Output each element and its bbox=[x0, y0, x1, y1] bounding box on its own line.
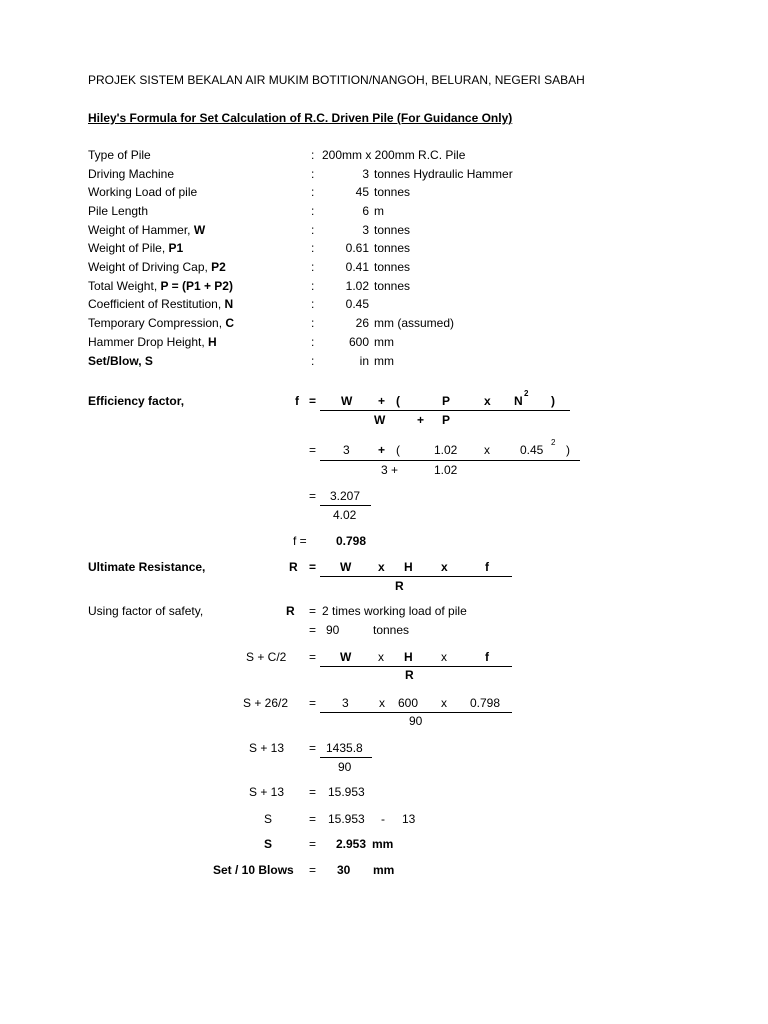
step-lhs: S bbox=[264, 837, 273, 851]
efficiency-label: Efficiency factor, bbox=[88, 394, 185, 408]
formula-term: + bbox=[378, 394, 386, 408]
param-symbol: P = (P1 + P2) bbox=[160, 279, 233, 293]
formula-term: R bbox=[405, 668, 414, 682]
safety-text: 2 times working load of pile bbox=[322, 604, 467, 618]
param-label: Set/Blow, S bbox=[88, 354, 153, 368]
fraction-bar bbox=[320, 757, 372, 758]
formula-term: 15.953 bbox=[328, 812, 365, 826]
param-row-temporary-compression bbox=[0, 315, 768, 331]
safety-value: 90 bbox=[326, 623, 340, 637]
formula-term: 1435.8 bbox=[326, 741, 363, 755]
formula-term: x bbox=[378, 560, 385, 574]
param-label: Pile Length bbox=[88, 204, 149, 218]
param-row-working-load bbox=[0, 184, 768, 200]
param-separator: : bbox=[311, 241, 315, 255]
param-value: 0.41 bbox=[345, 260, 369, 274]
param-label: Hammer Drop Height, H bbox=[88, 335, 217, 349]
param-separator: : bbox=[311, 260, 315, 274]
param-separator: : bbox=[311, 354, 315, 368]
formula-term: + bbox=[378, 443, 386, 457]
param-separator: : bbox=[311, 185, 315, 199]
fraction-bar bbox=[320, 576, 512, 577]
step-lhs: S + C/2 bbox=[246, 650, 287, 664]
param-unit: mm bbox=[374, 335, 394, 349]
param-value: 600 bbox=[348, 335, 369, 349]
param-label: Weight of Driving Cap, P2 bbox=[88, 260, 226, 274]
param-value: in bbox=[359, 354, 369, 368]
param-symbol: P1 bbox=[168, 241, 184, 255]
param-value: 6 bbox=[362, 204, 369, 218]
equals-sign: = bbox=[309, 863, 317, 877]
formula-term: 90 bbox=[338, 760, 352, 774]
ultimate-resistance-label: Ultimate Resistance, bbox=[88, 560, 206, 574]
formula-term: W bbox=[341, 394, 353, 408]
ultimate-resistance-lhs: R bbox=[289, 560, 298, 574]
param-row-restitution bbox=[0, 296, 768, 312]
fraction-bar bbox=[320, 666, 512, 667]
param-row-drop-height bbox=[0, 334, 768, 350]
equals-sign: = bbox=[309, 650, 317, 664]
equals-sign: = bbox=[309, 837, 317, 851]
fraction-bar bbox=[320, 505, 371, 506]
step-lhs: S + 13 bbox=[249, 785, 285, 799]
formula-term: x bbox=[484, 394, 491, 408]
fraction-bar bbox=[320, 410, 570, 411]
param-unit: tonnes bbox=[374, 260, 411, 274]
formula-term: x bbox=[378, 650, 384, 664]
step-lhs: S bbox=[264, 812, 273, 826]
param-value: 200mm x 200mm R.C. Pile bbox=[322, 148, 466, 162]
param-unit: tonnes bbox=[374, 279, 411, 293]
param-label: Weight of Hammer, W bbox=[88, 222, 206, 237]
param-label: Working Load of pile bbox=[88, 185, 198, 199]
formula-term: f bbox=[485, 650, 489, 664]
param-unit: tonnes bbox=[374, 222, 411, 237]
param-symbol: C bbox=[225, 316, 235, 330]
param-row-hammer-weight bbox=[0, 222, 768, 238]
formula-term: P bbox=[442, 413, 451, 427]
param-unit: tonnes bbox=[374, 185, 411, 199]
param-value: 1.02 bbox=[345, 279, 369, 293]
equals-sign: = bbox=[309, 604, 317, 618]
formula-term: x bbox=[441, 560, 448, 574]
param-separator: : bbox=[311, 335, 315, 349]
formula-term: + bbox=[417, 413, 425, 427]
equals-sign: = bbox=[309, 812, 317, 826]
formula-term: 1.02 bbox=[434, 443, 458, 457]
formula-term: ) bbox=[551, 394, 555, 408]
formula-term: - bbox=[381, 812, 385, 826]
formula-term: N bbox=[514, 394, 523, 408]
param-separator: : bbox=[311, 297, 315, 311]
formula-term: W bbox=[340, 650, 352, 664]
param-separator: : bbox=[311, 279, 315, 293]
param-value: 26 bbox=[355, 316, 369, 330]
formula-exponent: 2 bbox=[551, 438, 556, 447]
param-label: Total Weight, P = (P1 + P2) bbox=[88, 279, 233, 293]
formula-term: 0.798 bbox=[470, 696, 501, 710]
efficiency-result: 0.798 bbox=[336, 534, 367, 548]
formula-term: x bbox=[484, 443, 490, 457]
formula-term: 90 bbox=[409, 714, 423, 728]
efficiency-lhs: f bbox=[295, 394, 299, 408]
formula-term: P bbox=[442, 394, 451, 408]
param-separator: : bbox=[311, 148, 315, 162]
param-separator: : bbox=[311, 204, 315, 218]
param-row-driving-machine bbox=[0, 166, 768, 182]
param-symbol: W bbox=[193, 222, 206, 237]
param-row-pile-length bbox=[0, 203, 768, 219]
param-separator: : bbox=[311, 166, 315, 181]
param-symbol: N bbox=[224, 297, 234, 311]
param-value: 3 bbox=[362, 166, 369, 181]
formula-term: 1.02 bbox=[434, 463, 458, 477]
param-unit: mm bbox=[374, 354, 394, 368]
result-unit: mm bbox=[372, 837, 394, 851]
equals-sign: = bbox=[309, 443, 317, 457]
param-value: 0.45 bbox=[345, 297, 369, 311]
formula-term: f bbox=[485, 560, 489, 574]
formula-exponent: 2 bbox=[524, 389, 529, 398]
result-unit: mm bbox=[373, 863, 395, 877]
equals-sign: = bbox=[309, 696, 317, 710]
param-label: Temporary Compression, C bbox=[88, 316, 235, 330]
safety-lhs: R bbox=[286, 604, 295, 618]
param-unit: m bbox=[374, 204, 384, 218]
formula-term: H bbox=[404, 560, 413, 574]
formula-term: H bbox=[404, 650, 413, 664]
formula-term: x bbox=[379, 696, 385, 710]
param-unit: mm (assumed) bbox=[374, 316, 455, 330]
param-symbol: H bbox=[208, 335, 217, 349]
formula-term: 0.45 bbox=[520, 443, 544, 457]
formula-term: R bbox=[395, 579, 404, 593]
param-label: Driving Machine bbox=[88, 166, 175, 181]
param-row-pile-weight bbox=[0, 240, 768, 256]
formula-term: x bbox=[441, 696, 447, 710]
param-row-set-per-blow bbox=[0, 353, 768, 369]
param-value: 0.61 bbox=[345, 241, 369, 255]
fraction-bar bbox=[320, 460, 580, 461]
formula-term: ( bbox=[396, 443, 400, 457]
param-unit: tonnes Hydraulic Hammer bbox=[374, 166, 513, 181]
param-separator: : bbox=[311, 316, 315, 330]
param-value: 3 bbox=[362, 222, 369, 237]
formula-term: 3 + bbox=[381, 463, 399, 477]
section-title: Hiley's Formula for Set Calculation of R.C. Driven Pile (For Guidance Only) bbox=[88, 111, 513, 125]
equals-sign: = bbox=[309, 623, 317, 637]
formula-term: ) bbox=[566, 443, 570, 457]
step-lhs: Set / 10 Blows bbox=[213, 863, 294, 877]
param-row-total-weight bbox=[0, 278, 768, 294]
param-label: Weight of Pile, P1 bbox=[88, 241, 184, 255]
step-lhs: S + 26/2 bbox=[243, 696, 289, 710]
equals-sign: = bbox=[309, 560, 317, 574]
formula-term: 3 bbox=[343, 443, 350, 457]
param-row-type-of-pile bbox=[0, 147, 768, 163]
formula-term: x bbox=[441, 650, 447, 664]
safety-label: Using factor of safety, bbox=[88, 604, 204, 618]
param-separator: : bbox=[311, 222, 315, 237]
formula-term: 13 bbox=[402, 812, 416, 826]
formula-term: W bbox=[340, 560, 352, 574]
param-label: Coefficient of Restitution, N bbox=[88, 297, 234, 311]
param-label: Type of Pile bbox=[88, 148, 151, 162]
formula-term: 4.02 bbox=[333, 508, 357, 522]
formula-term: 3 bbox=[342, 696, 349, 710]
result-lhs: f = bbox=[293, 534, 307, 548]
formula-term: 15.953 bbox=[328, 785, 365, 799]
param-symbol: P2 bbox=[211, 260, 226, 274]
equals-sign: = bbox=[309, 785, 317, 799]
equals-sign: = bbox=[309, 741, 317, 755]
param-unit: tonnes bbox=[374, 241, 411, 255]
formula-term: W bbox=[374, 413, 386, 427]
equals-sign: = bbox=[309, 489, 317, 503]
formula-term: 3.207 bbox=[330, 489, 361, 503]
formula-term: ( bbox=[396, 394, 400, 408]
param-row-driving-cap-weight bbox=[0, 259, 768, 275]
set-per-10-blows-result: 30 bbox=[337, 863, 351, 877]
project-title: PROJEK SISTEM BEKALAN AIR MUKIM BOTITION/NANGOH, BELURAN, NEGERI SABAH bbox=[88, 73, 585, 87]
equals-sign: = bbox=[309, 394, 317, 408]
param-value: 45 bbox=[355, 185, 369, 199]
step-lhs: S + 13 bbox=[249, 741, 285, 755]
set-per-blow-result: 2.953 bbox=[336, 837, 367, 851]
param-symbol: S bbox=[144, 354, 153, 368]
safety-unit: tonnes bbox=[373, 623, 410, 637]
formula-term: 600 bbox=[398, 696, 419, 710]
